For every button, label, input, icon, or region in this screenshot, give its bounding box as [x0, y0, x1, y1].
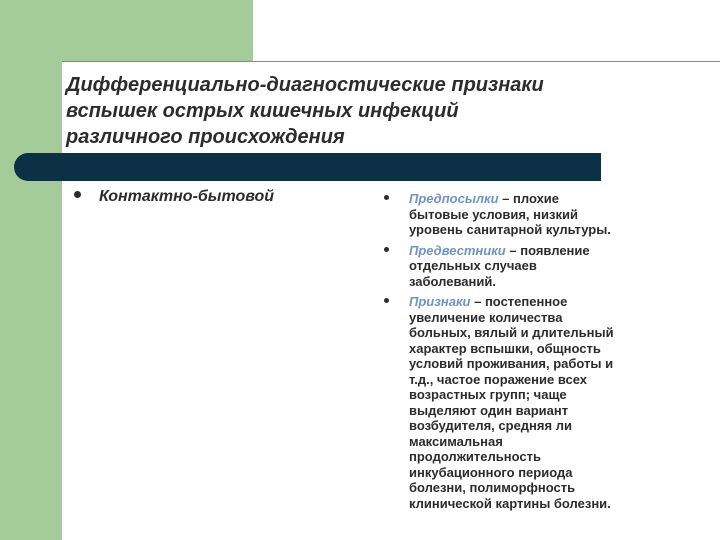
right-list — [382, 191, 672, 516]
text-line: условий проживания, работы и — [409, 356, 614, 371]
text-line: бытовые условия, низкий — [409, 206, 578, 222]
text-line: – постепенное — [474, 294, 568, 309]
text-line: продолжительность — [409, 449, 541, 464]
text-line: уровень санитарной культуры. — [409, 222, 611, 237]
text-line: заболеваний. — [409, 273, 496, 289]
list-item — [382, 294, 672, 511]
term-label: Предвестники — [409, 242, 506, 258]
title-line: вспышек острых кишечных инфекций — [66, 100, 459, 122]
text-line: возбудителя, средняя ли — [409, 418, 572, 433]
text-line: максимальная — [409, 433, 503, 449]
bullet-icon — [384, 195, 389, 200]
text-line: больных, вялый и длительный — [409, 325, 614, 340]
text-line: выделяют один вариант — [409, 402, 569, 418]
title-line: различного происхождения — [66, 126, 345, 148]
left-list-item — [74, 188, 274, 206]
list-item-text — [409, 191, 672, 238]
text-line: болезни, полиморфность — [409, 480, 576, 495]
slide-title — [66, 72, 666, 150]
list-item — [382, 243, 672, 290]
list-item — [382, 191, 672, 238]
text-line: т.д., частое поражение всех — [409, 371, 588, 387]
text-line: отдельных случаев — [409, 258, 537, 273]
term-label: Признаки — [409, 294, 471, 309]
left-item-label: Контактно-бытовой — [99, 188, 275, 205]
bullet-icon — [384, 247, 389, 252]
divider-bar — [14, 153, 601, 181]
title-line: Дифференциально-диагностические признаки — [66, 74, 544, 96]
text-line: характер вспышки, общность — [409, 340, 601, 356]
text-line: – плохие — [502, 191, 560, 206]
text-line: – появление — [509, 242, 590, 258]
title-rule — [62, 61, 720, 62]
text-line: возрастных групп; чаще — [409, 387, 567, 402]
term-label: Предпосылки — [409, 191, 499, 206]
green-side-stripe — [0, 0, 62, 540]
text-line: инкубационного периода — [409, 464, 573, 480]
list-item-text — [409, 294, 672, 511]
list-item-text — [409, 243, 672, 290]
bullet-icon — [384, 298, 389, 303]
text-line: увеличение количества — [409, 309, 563, 325]
bullet-icon — [74, 191, 81, 198]
text-line: клинической картины болезни. — [409, 495, 611, 511]
